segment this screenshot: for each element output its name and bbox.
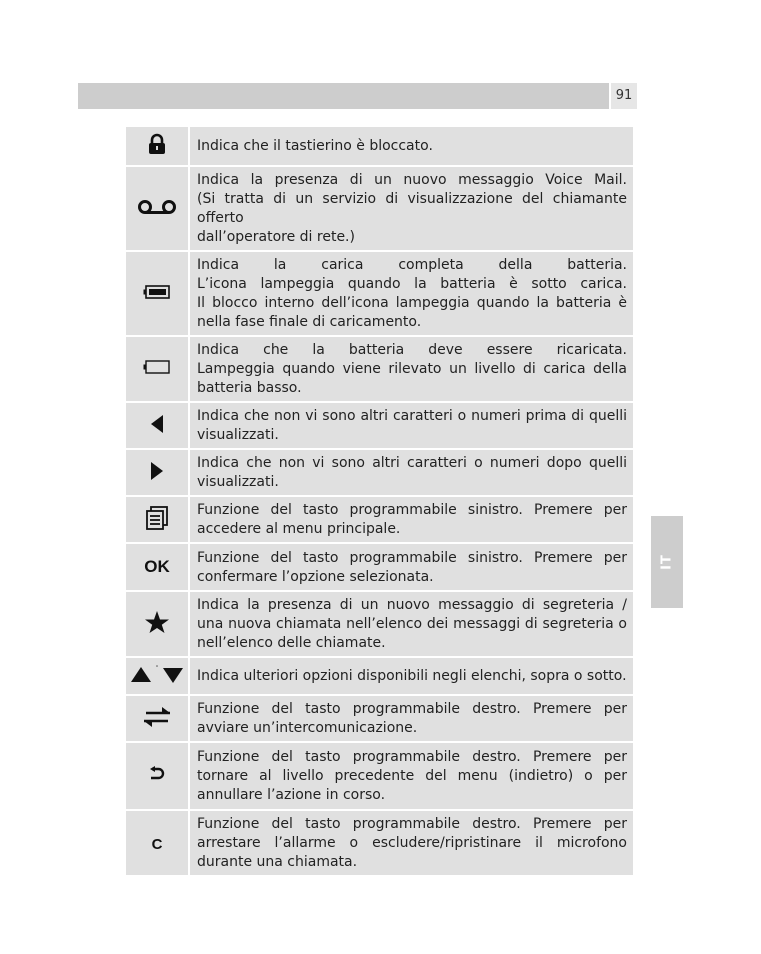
- menu-icon: [144, 505, 170, 535]
- icon-cell: [125, 543, 189, 591]
- description-line: visualizzati.: [197, 474, 279, 490]
- description-line: Lampeggia quando viene rilevato un livello di carica della: [197, 361, 627, 377]
- description-line: Indica che non vi sono altri caratteri o numeri dopo quelli: [197, 455, 627, 471]
- intercom-arrows-icon: [142, 706, 172, 732]
- description-line: (Si tratta di un servizio di visualizzazione del chiamante offerto: [197, 191, 627, 226]
- description-line: Indica la presenza di un nuovo messaggio Voice Mail.: [197, 172, 627, 188]
- description-cell: [189, 591, 634, 657]
- description-line: Indica che la batteria deve essere ricaricata.: [197, 342, 627, 358]
- table-row: [125, 126, 634, 166]
- icon-cell: [125, 126, 189, 166]
- language-tab: [651, 516, 683, 608]
- table-row: [125, 402, 634, 449]
- triangle-left-icon: [149, 414, 165, 438]
- description-line: Funzione del tasto programmabile destro. Premere per: [197, 816, 627, 832]
- icon-cell: [125, 166, 189, 251]
- table-row: [125, 591, 634, 657]
- icon-cell: [125, 449, 189, 496]
- description-line: arrestare l’allarme o escludere/ripristinare il microfono: [197, 835, 627, 851]
- description-line: nell’elenco delle chiamate.: [197, 635, 386, 651]
- icon-cell: [125, 591, 189, 657]
- description-cell: [189, 402, 634, 449]
- description-line: nella fase finale di caricamento.: [197, 314, 422, 330]
- icon-cell: [125, 251, 189, 336]
- description-line: Funzione del tasto programmabile sinistro. Premere per: [197, 549, 627, 566]
- description-cell: [189, 251, 634, 336]
- description-line: Indica la carica completa della batteria.: [197, 257, 627, 273]
- description-line: Indica che non vi sono altri caratteri o numeri prima di quelli: [197, 408, 627, 424]
- voicemail-icon: [137, 199, 177, 219]
- icon-cell: [125, 810, 189, 876]
- table-row: [125, 695, 634, 742]
- description-line: Indica la presenza di un nuovo messaggio di segreteria /: [197, 597, 627, 613]
- back-arrow-icon: [148, 766, 166, 786]
- lock-icon: [147, 133, 167, 159]
- description-line: Funzione del tasto programmabile destro. Premere per: [197, 749, 627, 765]
- description-cell: [189, 166, 634, 251]
- table-row: [125, 810, 634, 876]
- description-line: avviare un’intercomunicazione.: [197, 720, 418, 736]
- description-line: Il blocco interno dell’icona lampeggia quando la batteria è: [197, 295, 627, 311]
- description-line: durante una chiamata.: [197, 854, 358, 870]
- description-cell: [189, 543, 634, 591]
- up-down-arrows-icon: [129, 664, 185, 688]
- description-line: una nuova chiamata nell’elenco dei messaggi di segreteria o: [197, 616, 627, 632]
- table-row: [125, 543, 634, 591]
- table-row: [125, 449, 634, 496]
- table-row: [125, 742, 634, 810]
- icon-cell: [125, 657, 189, 695]
- description-line: accedere al menu principale.: [197, 521, 401, 537]
- description-cell: [189, 695, 634, 742]
- icon-cell: [125, 336, 189, 402]
- c-icon: C: [151, 835, 163, 853]
- description-line: annullare l’azione in corso.: [197, 787, 386, 803]
- description-cell: [189, 742, 634, 810]
- battery-empty-icon: [143, 359, 171, 379]
- description-cell: [189, 496, 634, 543]
- table-row: [125, 251, 634, 336]
- description-line: Funzione del tasto programmabile sinistro. Premere per: [197, 502, 627, 518]
- triangle-right-icon: [149, 461, 165, 485]
- description-cell: [189, 810, 634, 876]
- table-row: [125, 496, 634, 543]
- icon-cell: [125, 496, 189, 543]
- description-line: Funzione del tasto programmabile destro. Premere per: [197, 701, 627, 717]
- table-row: [125, 657, 634, 695]
- ok-icon: OK: [144, 557, 170, 577]
- icon-cell: [125, 402, 189, 449]
- header-bar: [78, 83, 609, 109]
- description-cell: [189, 449, 634, 496]
- icon-cell: [125, 742, 189, 810]
- description-line: visualizzati.: [197, 427, 279, 443]
- description-cell: [189, 336, 634, 402]
- description-line: Indica che il tastierino è bloccato.: [197, 138, 433, 154]
- icon-cell: [125, 695, 189, 742]
- battery-full-icon: [143, 284, 171, 304]
- icon-legend-table: [124, 125, 635, 877]
- language-tab-label: IT: [659, 554, 675, 570]
- description-line: dall’operatore di rete.): [197, 229, 355, 245]
- description-line: Indica ulteriori opzioni disponibili negli elenchi, sopra o sotto.: [197, 668, 627, 684]
- table-row: [125, 336, 634, 402]
- description-line: L’icona lampeggia quando la batteria è sotto carica.: [197, 276, 627, 292]
- description-cell: [189, 657, 634, 695]
- page-number: 91: [611, 83, 637, 109]
- description-line: tornare al livello precedente del menu (indietro) o per: [197, 768, 627, 784]
- description-cell: [189, 126, 634, 166]
- description-line: confermare l’opzione selezionata.: [197, 568, 434, 585]
- table-row: [125, 166, 634, 251]
- description-line: batteria basso.: [197, 380, 302, 396]
- star-icon: [144, 610, 170, 638]
